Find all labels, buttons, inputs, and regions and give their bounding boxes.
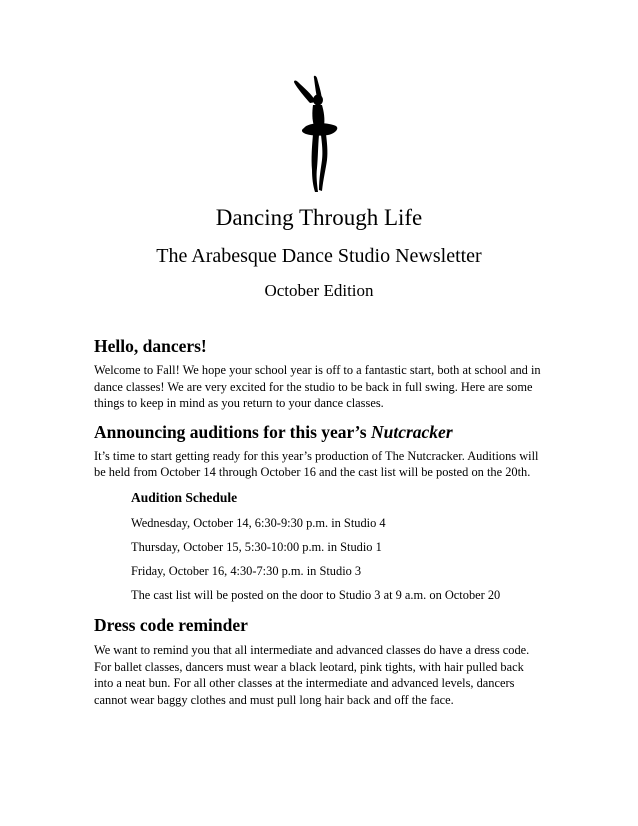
auditions-paragraph: It’s time to start getting ready for this year’s production of The Nutcracker. Auditions will be held from October 14 through October 16 and the cast list will be posted on the 20th.	[94, 448, 539, 480]
auditions-heading	[94, 419, 544, 445]
hello-heading: Hello, dancers!	[94, 336, 207, 356]
audition-schedule	[131, 489, 544, 603]
schedule-line: Wednesday, October 14, 6:30-9:30 p.m. in Studio 4	[131, 515, 386, 530]
dress-code-paragraph: We want to remind you that all intermediate and advanced classes do have a dress code. For ballet classes, dancers must wear a black leotard, pink tights, with hair pulled back into a neat bun. For all other classes at the intermediate and advanced levels, dancers cannot wear baggy clothes and must pull long hair back and off the face.	[94, 642, 530, 707]
auditions-heading-emphasis: Nutcracker	[370, 421, 453, 442]
schedule-line: Thursday, October 15, 5:30-10:00 p.m. in Studio 1	[131, 539, 382, 554]
newsletter-title: Dancing Through Life	[215, 205, 423, 230]
dress-code-heading: Dress code reminder	[94, 614, 248, 635]
schedule-line: Friday, October 16, 4:30-7:30 p.m. in Studio 3	[131, 563, 362, 578]
auditions-heading-prefix: Announcing auditions for this year’s	[94, 421, 371, 442]
edition-label: October Edition	[264, 281, 374, 300]
newsletter-subtitle: The Arabesque Dance Studio Newsletter	[156, 245, 482, 267]
hello-paragraph: Welcome to Fall! We hope your school year is off to a fantastic start, both at school and in dance classes! We are very excited for the studio to be back in full swing. Here are some things to keep in mind as you return to your dance classes.	[94, 363, 541, 411]
newsletter-body	[94, 333, 544, 708]
schedule-heading: Audition Schedule	[131, 489, 238, 505]
ballerina-logo-icon	[282, 72, 354, 196]
schedule-line: The cast list will be posted on the door to Studio 3 at 9 a.m. on October 20	[131, 587, 501, 602]
